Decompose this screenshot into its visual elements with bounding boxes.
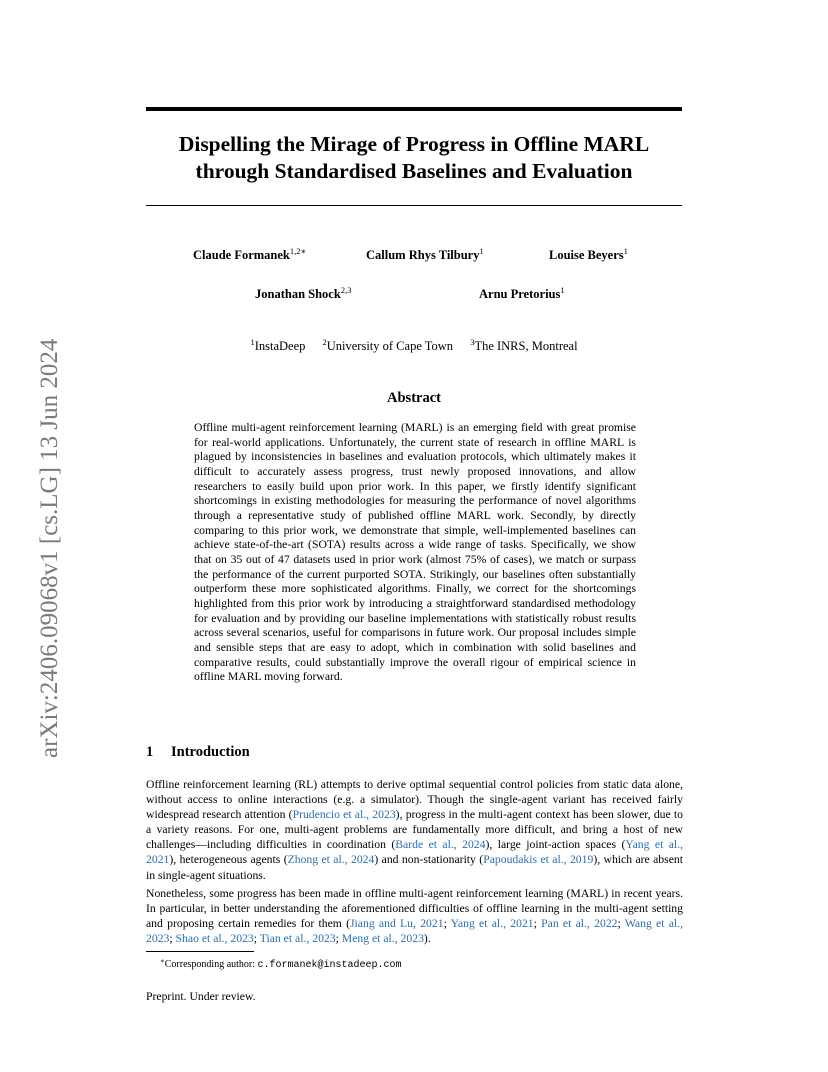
author-1: Claude Formanek$^{1,2∗}$ [193,246,307,262]
title-bottom-rule [146,205,682,206]
title-top-rule [146,107,682,111]
title-line-2: through Standardised Baselines and Evaluation [195,159,633,183]
footnote: ∗Corresponding author: c.formanek@instadeep.com [160,957,402,971]
affiliations [146,334,682,354]
citation-link[interactable]: Shao et al., 2023 [175,932,254,946]
citation-link[interactable]: Jiang and Lu, 2021 [350,917,444,931]
preprint-note: Preprint. Under review. [146,990,256,1003]
section-number: 1 [146,744,154,760]
citation-link[interactable]: Barde et al., 2024 [395,838,486,852]
abstract-body: Offline multi-agent reinforcement learning (MARL) is an emerging field with great promise for real-world applications. Unfortunately, the current state of research in offline MARL is plagued by inconsistencies in baselines and evaluation protocols, which ultimately makes it difficult to accurately assess progress, trust newly proposed innovations, and allow researchers to easily build upon prior work. In this paper, we firstly identify significant shortcomings in existing methodologies for measuring the performance of novel algorithms through a representative study of published offline MARL work. Secondly, by directly comparing to this prior work, we demonstrate that simple, well-implemented baselines can achieve state-of-the-art (SOTA) results across a wide range of tasks. Specifically, we show that on 35 out of 47 datasets used in prior work (almost 75% of cases), we match or surpass the performance of the current purported SOTA. Strikingly, our baselines often substantially outperform these more sophisticated algorithms. Finally, we correct for the shortcomings highlighted from this prior work by introducing a straightforward standardised methodology for evaluation and by providing our baseline implementations with statistically robust results across several scenarios, useful for comparisons in future work. Our proposal includes simple and sensible steps that are easy to adopt, which in combination with solid baselines and comparative results, could substantially improve the overall rigour of empirical science in offline MARL moving forward. [194,421,636,684]
affiliation-3: $^3$The INRS, Montreal [470,337,578,353]
title-line-1: Dispelling the Mirage of Progress in Offline MARL [178,132,650,156]
citation-link[interactable]: Tian et al., 2023 [259,932,336,946]
author-5: Arnu Pretorius$^1$ [479,285,565,301]
author-2: Callum Rhys Tilbury$^1$ [366,246,484,262]
author-email[interactable]: c.formanek@instadeep.com [257,960,402,971]
citation-link[interactable]: Yang et al., 2021 [146,838,684,867]
affiliation-1: $^1$InstaDeep [250,337,306,353]
abstract-heading: Abstract [387,390,441,406]
footnote-rule [146,951,254,952]
citation-link[interactable]: Wang et al., 2023 [146,917,683,946]
citation-link[interactable]: Yang et al., 2021 [450,917,534,931]
citation-link[interactable]: Pan et al., 2022 [541,917,618,931]
section-heading-introduction [146,743,250,761]
intro-paragraph-2: Nonetheless, some progress has been made in offline multi-agent reinforcement learning (MARL) in recent years. In particular, in better understanding the aforementioned difficulties of offline learning in the multi-agent setting and proposing certain remedies for them (Jiang and Lu, 2021; Yang et al., 2021; Pan et al., 2022; Wang et al., 2023; Shao et al., 2023; Tian et al., 2023; Meng et al., 2023). [146,887,683,946]
citation-link[interactable]: Papoudakis et al., 2019 [483,853,594,867]
section-title: Introduction [171,744,250,760]
affiliation-2: $^2$University of Cape Town [322,337,454,353]
paper-title [146,131,682,185]
citation-link[interactable]: Zhong et al., 2024 [287,853,375,867]
arxiv-stamp: arXiv:2406.09068v1 [cs.LG] 13 Jun 2024 [36,338,63,758]
citation-link[interactable]: Meng et al., 2023 [341,932,424,946]
intro-paragraph-1: Offline reinforcement learning (RL) attempts to derive optimal sequential control policies from static data alone, without access to online interactions (e.g. a simulator). Though the single-agent variant has received fairly widespread research attention (Prudencio et al., 2023), progress in the multi-agent context has been slower, due to a variety reasons. For one, multi-agent problems are fundamentally more difficult, and bring a host of new challenges—including difficulties in coordination (Barde et al., 2024), large joint-action spaces (Yang et al., 2021), heterogeneous agents (Zhong et al., 2024) and non-stationarity (Papoudakis et al., 2019), which are absent in single-agent situations. [146,778,684,882]
author-3: Louise Beyers$^1$ [549,246,628,262]
citation-link[interactable]: Prudencio et al., 2023 [292,808,396,822]
author-4: Jonathan Shock$^{2,3}$ [255,285,352,301]
